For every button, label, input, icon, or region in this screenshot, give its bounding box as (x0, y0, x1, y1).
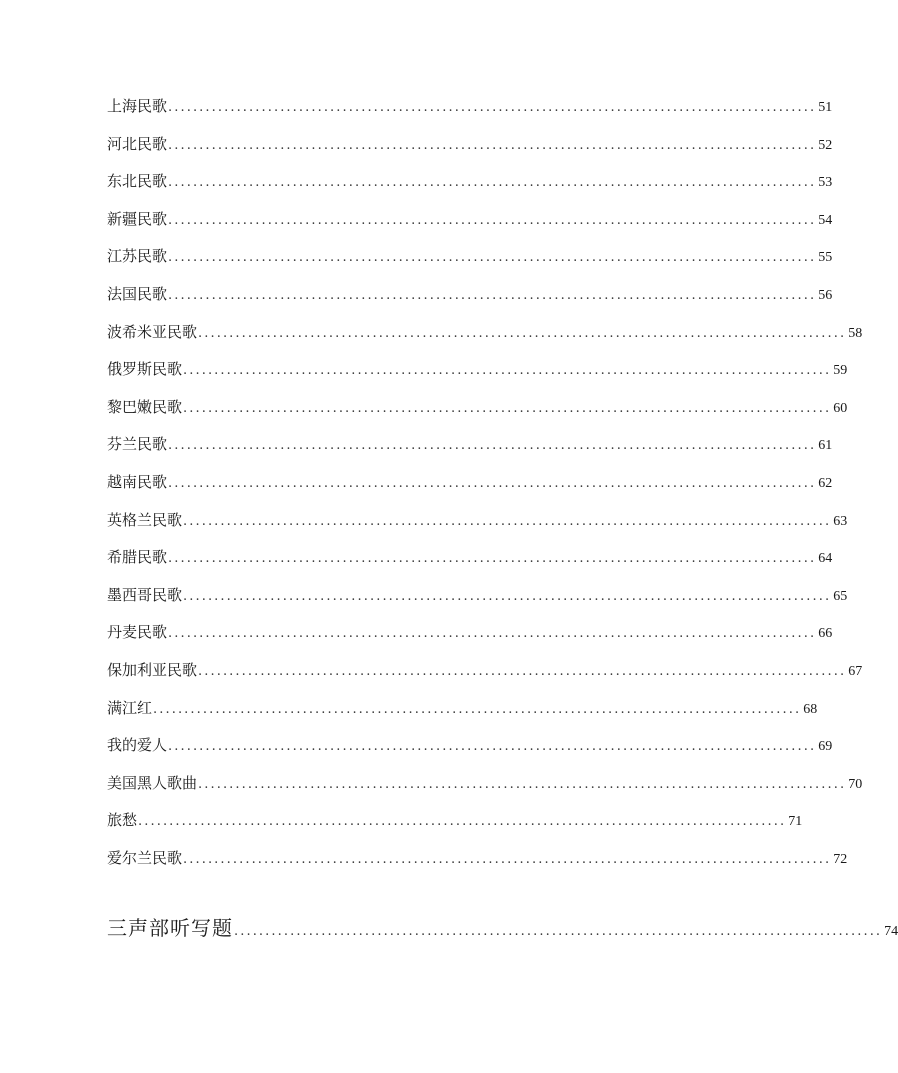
toc-entry[interactable] (107, 242, 833, 280)
toc-entry-title: 丹麦民歌 (107, 623, 168, 642)
toc-entry-page: 70 (848, 776, 863, 792)
toc-entry[interactable] (107, 656, 863, 694)
toc-entry-title: 江苏民歌 (107, 247, 168, 266)
toc-leader-dots: ........................................................................................................ (168, 175, 817, 191)
toc-entry-page: 66 (818, 626, 833, 642)
toc-leader-dots: ........................................................................................................ (198, 325, 847, 341)
toc-section-entry[interactable] (107, 912, 898, 941)
toc-leader-dots: ........................................................................................................ (168, 212, 817, 228)
toc-leader-dots: ........................................................................................................ (183, 513, 832, 529)
toc-entry-title: 爱尔兰民歌 (107, 848, 183, 867)
toc-leader-dots: ........................................................................................................ (198, 663, 847, 679)
toc-entry-page: 51 (818, 100, 833, 115)
toc-entry-title: 我的爱人 (107, 736, 168, 755)
toc-entry-page: 56 (818, 287, 833, 303)
toc-entry-page: 72 (833, 851, 848, 867)
toc-entry[interactable] (107, 769, 863, 807)
toc-entry[interactable] (107, 618, 833, 656)
toc-entry[interactable] (107, 393, 848, 431)
toc-entry-page: 68 (803, 701, 818, 717)
toc-entry[interactable] (107, 318, 863, 356)
toc-entry-page: 59 (833, 363, 848, 379)
toc-entry[interactable] (107, 468, 833, 506)
toc-entry-title: 美国黑人歌曲 (107, 773, 198, 792)
toc-entry-page: 62 (818, 475, 833, 491)
toc-entry-title: 墨西哥民歌 (107, 585, 183, 604)
toc-entry-title: 保加利亚民歌 (107, 660, 198, 679)
toc-entry-page: 64 (818, 551, 833, 567)
toc-entry-page: 63 (833, 513, 848, 529)
toc-entry-page: 67 (848, 663, 863, 679)
toc-entry-title: 旅愁 (107, 811, 138, 830)
toc-entry-page: 61 (818, 438, 833, 454)
toc-entry-page: 71 (788, 814, 803, 830)
toc-entry[interactable] (107, 355, 848, 393)
toc-entry[interactable] (107, 581, 848, 619)
toc-entry[interactable] (107, 167, 833, 205)
toc-entry[interactable] (107, 694, 818, 732)
toc-leader-dots: ........................................................................................................ (198, 776, 847, 792)
toc-entry-title: 芬兰民歌 (107, 435, 168, 454)
toc-entry-title: 波希米亚民歌 (107, 322, 198, 341)
toc-entry-page: 65 (833, 588, 848, 604)
toc-section-title: 三声部听写题 (107, 916, 233, 940)
toc-entry[interactable] (107, 543, 833, 581)
toc-entry-page: 60 (833, 400, 848, 416)
toc-entry[interactable] (107, 92, 833, 130)
toc-leader-dots: ........................................................................................................ (138, 814, 787, 830)
toc-leader-dots: ........................................................................................................ (168, 250, 817, 266)
toc-entry-title: 法国民歌 (107, 284, 168, 303)
toc-entry-title: 英格兰民歌 (107, 510, 183, 529)
toc-leader-dots: ........................................................................................................ (168, 475, 817, 491)
toc-entry[interactable] (107, 731, 833, 769)
toc-entry[interactable] (107, 430, 833, 468)
toc-leader-dots: ........................................................................................................ (168, 438, 817, 454)
toc-entry-page: 52 (818, 137, 833, 153)
toc-entry-title: 新疆民歌 (107, 209, 168, 228)
toc-entry[interactable] (107, 806, 803, 844)
toc-entry-page: 55 (818, 250, 833, 266)
toc-leader-dots: ........................................................................................................ (234, 924, 883, 939)
toc-entry-page: 53 (818, 175, 833, 191)
toc-leader-dots: ........................................................................................................ (153, 701, 802, 717)
toc-entry-page: 69 (818, 739, 833, 755)
toc-leader-dots: ........................................................................................................ (168, 287, 817, 303)
toc-leader-dots: ........................................................................................................ (168, 626, 817, 642)
toc-section-page: 74 (884, 924, 898, 939)
toc-entry-page: 58 (848, 325, 863, 341)
toc-leader-dots: ........................................................................................................ (183, 400, 832, 416)
toc-entry[interactable] (107, 844, 848, 882)
toc-entry[interactable] (107, 130, 833, 168)
toc-entry-title: 黎巴嫩民歌 (107, 397, 183, 416)
toc-leader-dots: ........................................................................................................ (183, 851, 832, 867)
toc-entry[interactable] (107, 280, 833, 318)
toc-entry[interactable] (107, 205, 833, 243)
toc-entry-title: 上海民歌 (107, 97, 168, 115)
toc-leader-dots: ........................................................................................................ (168, 551, 817, 567)
toc-entry-page: 54 (818, 212, 833, 228)
toc-list (107, 92, 863, 881)
toc-leader-dots: ........................................................................................................ (183, 588, 832, 604)
toc-leader-dots: ........................................................................................................ (168, 137, 817, 153)
toc-entry[interactable] (107, 506, 848, 544)
toc-entry-title: 河北民歌 (107, 134, 168, 153)
toc-entry-title: 东北民歌 (107, 172, 168, 191)
toc-leader-dots: ........................................................................................................ (168, 739, 817, 755)
toc-entry-title: 越南民歌 (107, 472, 168, 491)
toc-leader-dots: ........................................................................................................ (168, 100, 817, 115)
toc-entry-title: 希腊民歌 (107, 548, 168, 567)
toc-entry-title: 俄罗斯民歌 (107, 360, 183, 379)
toc-leader-dots: ........................................................................................................ (183, 363, 832, 379)
toc-entry-title: 满江红 (107, 698, 153, 717)
